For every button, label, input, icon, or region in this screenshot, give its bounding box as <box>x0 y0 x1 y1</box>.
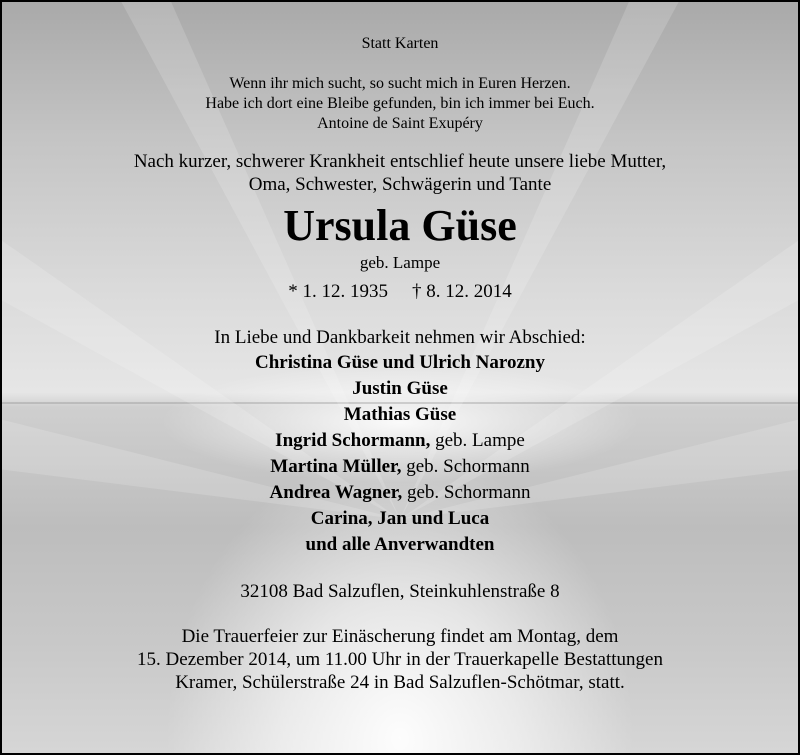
farewell-line: In Liebe und Dankbarkeit nehmen wir Abschied: <box>214 327 586 348</box>
intro-line: Nach kurzer, schwerer Krankheit entschlief heute unsere liebe Mutter, <box>133 151 667 172</box>
deceased-name: Ursula Güse <box>283 201 517 250</box>
mourner-line: Ingrid Schormann, geb. Lampe <box>275 430 525 451</box>
mourner-line: Martina Müller, geb. Schormann <box>270 456 530 477</box>
death-date: † 8. 12. 2014 <box>412 281 512 302</box>
mourner-line: Mathias Güse <box>343 404 457 425</box>
poem-line: Habe ich dort eine Bleibe gefunden, bin ich immer bei Euch. <box>205 95 595 112</box>
poem-author: Antoine de Saint Exupéry <box>317 115 483 132</box>
notice-text <box>2 2 798 694</box>
mourner-line: Christina Güse und Ulrich Narozny <box>255 352 545 373</box>
address-line: 32108 Bad Salzuflen, Steinkuhlenstraße 8 <box>240 581 560 602</box>
mourner-line: und alle Anverwandten <box>305 534 495 555</box>
poem-line: Wenn ihr mich sucht, so sucht mich in Euren Herzen. <box>229 75 571 92</box>
maiden-name: geb. Lampe <box>359 253 441 272</box>
mourner-line: Carina, Jan und Luca <box>310 508 490 529</box>
life-dates <box>2 280 798 304</box>
mourners-list <box>2 350 798 558</box>
ceremony-line: Die Trauerfeier zur Einäscherung findet am Montag, dem <box>181 626 619 647</box>
mourner-line: Justin Güse <box>352 378 448 399</box>
ceremony-line: 15. Dezember 2014, um 11.00 Uhr in der Trauerkapelle Bestattungen <box>137 649 663 670</box>
header-statt-karten: Statt Karten <box>361 35 439 52</box>
intro-line: Oma, Schwester, Schwägerin und Tante <box>248 174 552 195</box>
birth-date: * 1. 12. 1935 <box>288 281 388 302</box>
mourner-line: Andrea Wagner, geb. Schormann <box>269 482 531 503</box>
ceremony-line: Kramer, Schülerstraße 24 in Bad Salzuflen-Schötmar, statt. <box>175 672 625 693</box>
